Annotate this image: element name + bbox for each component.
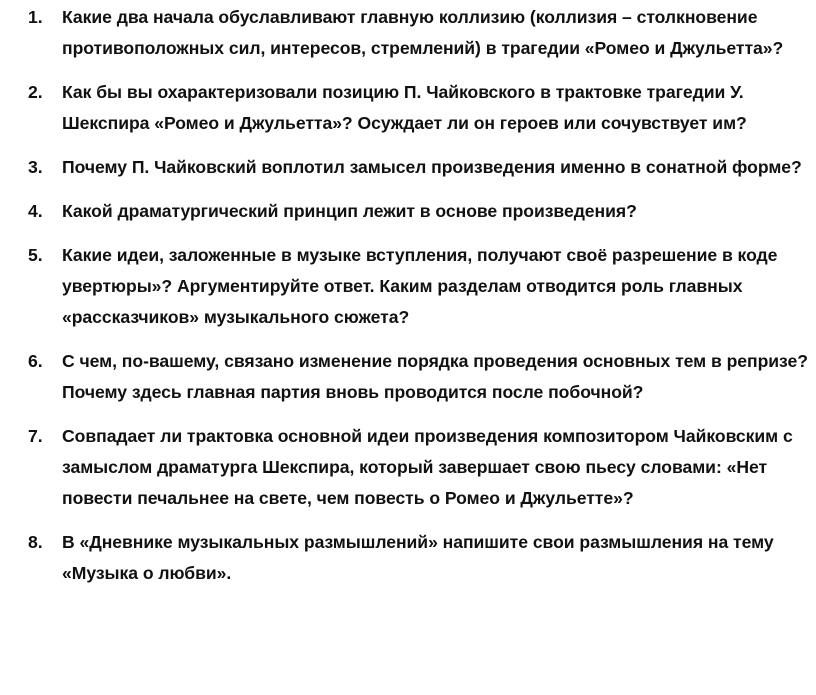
question-text: С чем, по-вашему, связано изменение порядка проведения основных тем в репризе? Почему здесь главная партия вновь проводится после побочной? bbox=[62, 351, 808, 402]
question-text: Какие идеи, заложенные в музыке вступления, получают своё разрешение в коде увертюры»? Аргументируйте ответ. Каким разделам отводится роль главных «рассказчиков» музыкального сюжета? bbox=[62, 245, 778, 327]
question-item bbox=[0, 196, 816, 227]
question-item bbox=[0, 346, 816, 408]
question-text: Какие два начала обуславливают главную коллизию (коллизия – столкновение противоположных сил, интересов, стремлений) в трагедии «Ромео и Джульетта»? bbox=[62, 7, 784, 58]
question-text: Совпадает ли трактовка основной идеи произведения композитором Чайковским с замыслом драматурга Шекспира, который завершает свою пьесу словами: «Нет повести печальнее на свете, чем повесть о Ромео и Джульетте»? bbox=[62, 426, 793, 508]
question-number: 7. bbox=[28, 426, 43, 446]
question-item bbox=[0, 421, 816, 514]
question-number: 1. bbox=[28, 7, 43, 27]
question-list bbox=[0, 2, 816, 589]
question-text: Почему П. Чайковский воплотил замысел произведения именно в сонатной форме? bbox=[62, 157, 802, 177]
question-text: Какой драматургический принцип лежит в основе произведения? bbox=[62, 201, 637, 221]
question-text: В «Дневнике музыкальных размышлений» напишите свои размышления на тему «Музыка о любви». bbox=[62, 532, 774, 583]
question-number: 8. bbox=[28, 532, 43, 552]
question-number: 6. bbox=[28, 351, 43, 371]
question-number: 3. bbox=[28, 157, 43, 177]
question-number: 4. bbox=[28, 201, 43, 221]
question-item bbox=[0, 77, 816, 139]
question-item bbox=[0, 527, 816, 589]
question-item bbox=[0, 2, 816, 64]
question-item bbox=[0, 152, 816, 183]
question-text: Как бы вы охарактеризовали позицию П. Чайковского в трактовке трагедии У. Шекспира «Ромео и Джульетта»? Осуждает ли он героев или сочувствует им? bbox=[62, 82, 747, 133]
question-number: 5. bbox=[28, 245, 43, 265]
question-item bbox=[0, 240, 816, 333]
question-number: 2. bbox=[28, 82, 43, 102]
